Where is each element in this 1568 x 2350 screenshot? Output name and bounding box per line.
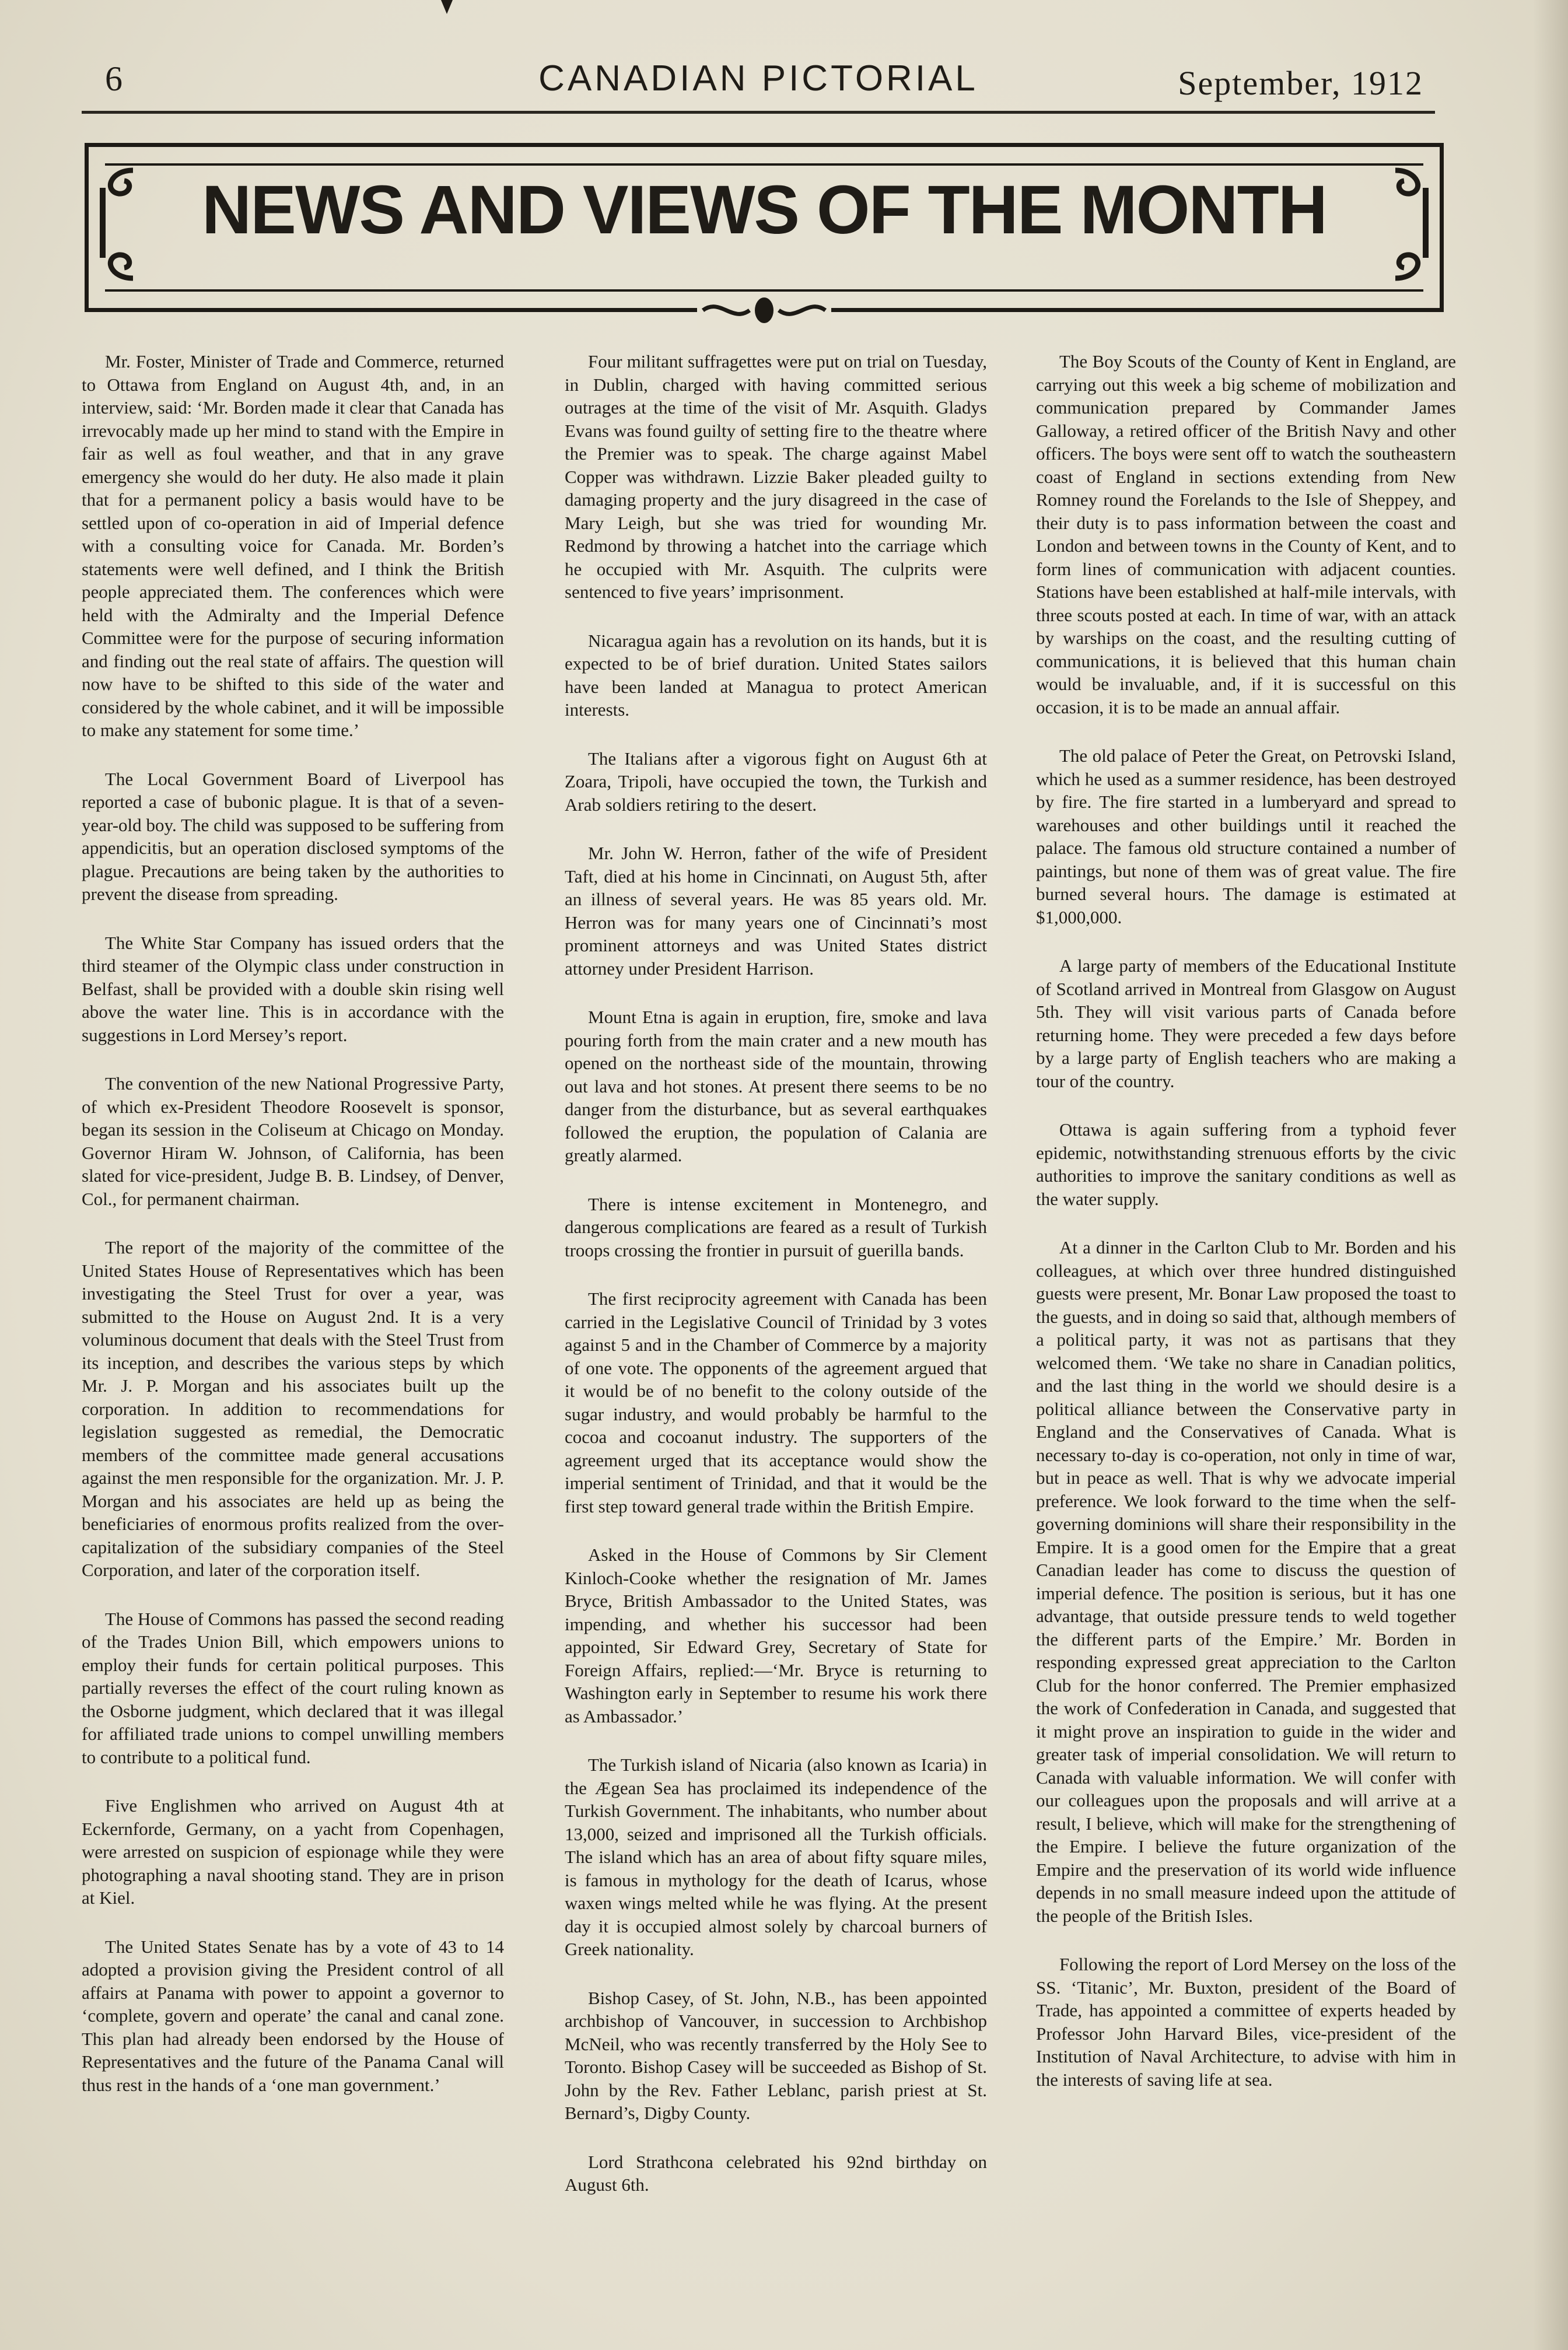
news-paragraph: The White Star Company has issued orders that the third steamer of the Olympic class under construction in Belfast, shall be provided with a double skin rising well above the water line. This is in accordance with the suggestions in Lord Mersey’s report. bbox=[82, 932, 504, 1045]
issue-date: September, 1912 bbox=[1178, 64, 1423, 102]
news-paragraph: There is intense excitement in Montenegro, and dangerous complications are feared as a result of Turkish troops crossing the frontier in pursuit of guerilla bands. bbox=[565, 1193, 987, 1260]
news-paragraph: At a dinner in the Carlton Club to Mr. Borden and his colleagues, at which over three hundred distinguished guests were present, Mr. Bonar Law proposed the toast to the guests, and in doing so said that, although members of a political party, it was not as partisans that they welcomed them. ‘We take no share in Canadian politics, and the last thing in the world we should desire is a political alliance between the Conservative party in England and the Conservatives of Canada. What is necessary to-day is co-operation, not only in time of war, but in peace as well. That is why we advocate imperial preference. We look forward to the time when the self-governing dominions will share their responsibility in the Empire. It is a good omen for the Empire that a great Canadian leader has come to discuss the question of imperial defence. The position is serious, but it has one advantage, that outside pressure tends to weld together the different parts of the Empire.’ Mr. Borden in responding expressed great appreciation to the Carlton Club for the honor conferred. The Premier emphasized the work of Confederation in Canada, and suggested that it might prove an inspiration to guide in the wider and greater task of imperial consolidation. We will return to Canada with valuable information. We will confer with our colleagues upon the proposals and will arrive at a result, I believe, which will make for the strengthening of the Empire. I believe the future organization of the Empire and the preservation of its world wide influence depends in no small measure indeed upon the attitude of the people of the British Isles. bbox=[1036, 1237, 1456, 1926]
news-paragraph: The first reciprocity agreement with Canada has been carried in the Legislative Council of Trinidad by 3 votes against 5 and in the Chamber of Commerce by a majority of one vote. The opponents of the agreement argued that it would be of no benefit to the colony outside of the sugar industry, and would probably be harmful to the cocoa and cocoanut industry. The supporters of the agreement urged that its acceptance would show the imperial sentiment of Trinidad, and that it would be the first step toward general trade within the British Empire. bbox=[565, 1288, 987, 1517]
news-paragraph: Nicaragua again has a revolution on its hands, but it is expected to be of brief duration. United States sailors have been landed at Managua to protect American interests. bbox=[565, 630, 987, 720]
news-paragraph: The House of Commons has passed the second reading of the Trades Union Bill, which empowers unions to employ their funds for certain political purposes. This partially reverses the effect of the court ruling known as the Osborne judgment, which declared that it was illegal for affiliated trade unions to compel unwilling members to contribute to a political fund. bbox=[82, 1608, 504, 1767]
news-paragraph: The Italians after a vigorous fight on August 6th at Zoara, Tripoli, have occupied the town, the Turkish and Arab soldiers retiring to the desert. bbox=[565, 748, 987, 815]
news-paragraph: A large party of members of the Educational Institute of Scotland arrived in Montreal from Glasgow on August 5th. They will visit various parts of Canada before returning home. They were preceded a few days before by a large party of English teachers who are making a tour of the country. bbox=[1036, 955, 1456, 1091]
news-paragraph: Four militant suffragettes were put on trial on Tuesday, in Dublin, charged with having committed serious outrages at the time of the visit of Mr. Asquith. Gladys Evans was found guilty of setting fire to the theatre where the Premier was to speak. The charge against Mabel Copper was withdrawn. Lizzie Baker pleaded guilty to damaging property and the jury disagreed in the case of Mary Leigh, but she was tried for wounding Mr. Redmond by throwing a hatchet into the carriage which he occupied with Mr. Asquith. The culprits were sentenced to five years’ imprisonment. bbox=[565, 351, 987, 602]
news-paragraph: The old palace of Peter the Great, on Petrovski Island, which he used as a summer residence, has been destroyed by fire. The fire started in a lumberyard and spread to warehouses and other buildings until it reached the palace. The famous old structure contained a number of paintings, but none of them was of great value. The fire burned several hours. The damage is estimated at $1,000,000. bbox=[1036, 745, 1456, 927]
news-paragraph: Bishop Casey, of St. John, N.B., has been appointed archbishop of Vancouver, in succession to Archbishop McNeil, who was recently transferred by the Holy See to Toronto. Bishop Casey will be succeeded as Bishop of St. John by the Rev. Father Leblanc, parish priest at St. Bernard’s, Digby County. bbox=[565, 1987, 987, 2123]
binding-mark bbox=[441, 0, 453, 14]
news-paragraph: The Turkish island of Nicaria (also known as Icaria) in the Ægean Sea has proclaimed its independence of the Turkish Government. The inhabitants, who number about 13,000, seized and imprisoned all the Turkish officials. The island which has an area of about fifty square miles, is famous in mythology for the death of Icarus, whose waxen wings melted while he was flying. At the present day it is occupied almost solely by charcoal burners of Greek nationality. bbox=[565, 1754, 987, 1959]
news-paragraph: The Boy Scouts of the County of Kent in England, are carrying out this week a big scheme of mobilization and communication prepared by Commander James Galloway, a retired officer of the British Navy and other officers. The boys were sent off to watch the southeastern coast of England in sections extending from New Romney round the Forelands to the Isle of Sheppey, and their duty is to pass information between the coast and London and between towns in the County of Kent, and to form lines of communication with adjacent counties. Stations have been established at half-mile intervals, with three scouts posted at each. In time of war, with an attack by warships on the coast, and the resulting cutting of communications, it is believed that this human chain would be invaluable, and, if it is successful on this occasion, it is to be made an annual affair. bbox=[1036, 351, 1456, 717]
news-paragraph: The Local Government Board of Liverpool has reported a case of bubonic plague. It is that of a seven-year-old boy. The child was supposed to be suffering from appendicitis, but an operation disclosed symptoms of the plague. Precautions are being taken by the authorities to prevent the disease from spreading. bbox=[82, 768, 504, 904]
news-paragraph: Asked in the House of Commons by Sir Clement Kinloch-Cooke whether the resignation of Mr. James Bryce, British Ambassador to the United States, was impending, and whether his successor had been appointed, Sir Edward Grey, Secretary of State for Foreign Affairs, replied:—‘Mr. Bryce is returning to Washington early in September to resume his work there as Ambassador.’ bbox=[565, 1545, 987, 1726]
center-ornament-icon bbox=[697, 293, 831, 328]
news-paragraph: Mr. John W. Herron, father of the wife of President Taft, died at his home in Cincinnati, on August 5th, after an illness of several years. He was 85 years old. Mr. Herron was for many years one of Cincinnati’s most prominent attorneys and was United States district attorney under President Harrison. bbox=[565, 843, 987, 979]
article-column-1 bbox=[82, 350, 504, 2122]
news-paragraph: The convention of the new National Progressive Party, of which ex-President Theodore Roosevelt is sponsor, began its session in the Coliseum at Chicago on Monday. Governor Hiram W. Johnson, of California, has been slated for vice-president, Judge B. B. Lindsey, of Denver, Col., for permanent chairman. bbox=[82, 1073, 504, 1209]
news-paragraph: The report of the majority of the committee of the United States House of Representatives which has been investigating the Steel Trust for over a year, was submitted to the House on August 2nd. It is a very voluminous document that deals with the Steel Trust from its inception, and describes the various steps by which Mr. J. P. Morgan and his associates built up the corporation. In addition to recommendations for legislation suggested as remedial, the Democratic members of the committee made general accusations against the men responsible for the organization. Mr. J. P. Morgan and his associates are held up as being the beneficiaries of enormous profits realized from the over-capitalization of the subsidiary companies of the Steel Corporation, and later of the corporation itself. bbox=[82, 1237, 504, 1580]
news-paragraph: Ottawa is again suffering from a typhoid fever epidemic, notwithstanding strenuous efforts by the civic authorities to improve the sanitary conditions as well as the water supply. bbox=[1036, 1119, 1456, 1209]
article-column-3 bbox=[1036, 350, 1456, 2117]
section-title: NEWS AND VIEWS OF THE MONTH bbox=[202, 171, 1326, 248]
news-paragraph: Mount Etna is again in eruption, fire, smoke and lava pouring forth from the main crater and a new mouth has opened on the northeast side of the mountain, throwing out lava and hot stones. At present there seems to be no danger from the disturbance, but as several earthquakes followed the eruption, the population of Calania are greatly alarmed. bbox=[565, 1007, 987, 1165]
news-paragraph: Following the report of Lord Mersey on the loss of the SS. ‘Titanic’, Mr. Buxton, president of the Board of Trade, has appointed a committee of experts headed by Professor John Harvard Biles, vice-president of the Institution of Naval Architecture, to advise with him in the interests of saving life at sea. bbox=[1036, 1954, 1456, 2090]
news-paragraph: The United States Senate has by a vote of 43 to 14 adopted a provision giving the President control of all affairs at Panama with power to appoint a governor to ‘complete, govern and operate’ the canal and canal zone. This plan had already been endorsed by the House of Representatives and the future of the Panama Canal will thus rest in the hands of a ‘one man government.’ bbox=[82, 1936, 504, 2095]
news-paragraph: Five Englishmen who arrived on August 4th at Eckernforde, Germany, on a yacht from Copenhagen, were arrested on suspicion of espionage while they were photographing a naval shooting stand. They are in prison at Kiel. bbox=[82, 1795, 504, 1908]
magazine-title: CANADIAN PICTORIAL bbox=[538, 58, 978, 99]
page-number: 6 bbox=[105, 59, 123, 98]
running-header bbox=[82, 55, 1435, 114]
news-paragraph: Lord Strathcona celebrated his 92nd birthday on August 6th. bbox=[565, 2151, 987, 2195]
section-banner bbox=[85, 143, 1444, 312]
article-column-2 bbox=[565, 350, 987, 2222]
news-paragraph: Mr. Foster, Minister of Trade and Commerce, returned to Ottawa from England on August 4th, and, in an interview, said: ‘Mr. Borden made it clear that Canada has irrevocably made up her mind to stand with the Empire in fair as well as foul weather, and that in any grave emergency she would do her duty. He also made it plain that for a permanent policy a basis would have to be settled upon of co-operation in aid of Imperial defence with a consulting voice for Canada. Mr. Borden’s statements were well defined, and I think the British people appreciated them. The conferences which were held with the Admiralty and the Imperial Defence Committee were for the purpose of securing information and finding out the real state of affairs. The question will now have to be shifted to this side of the water and considered by the whole cabinet, and it will be impossible to make any statement for some time.’ bbox=[82, 351, 504, 740]
page-edge-shadow bbox=[1533, 0, 1568, 2350]
